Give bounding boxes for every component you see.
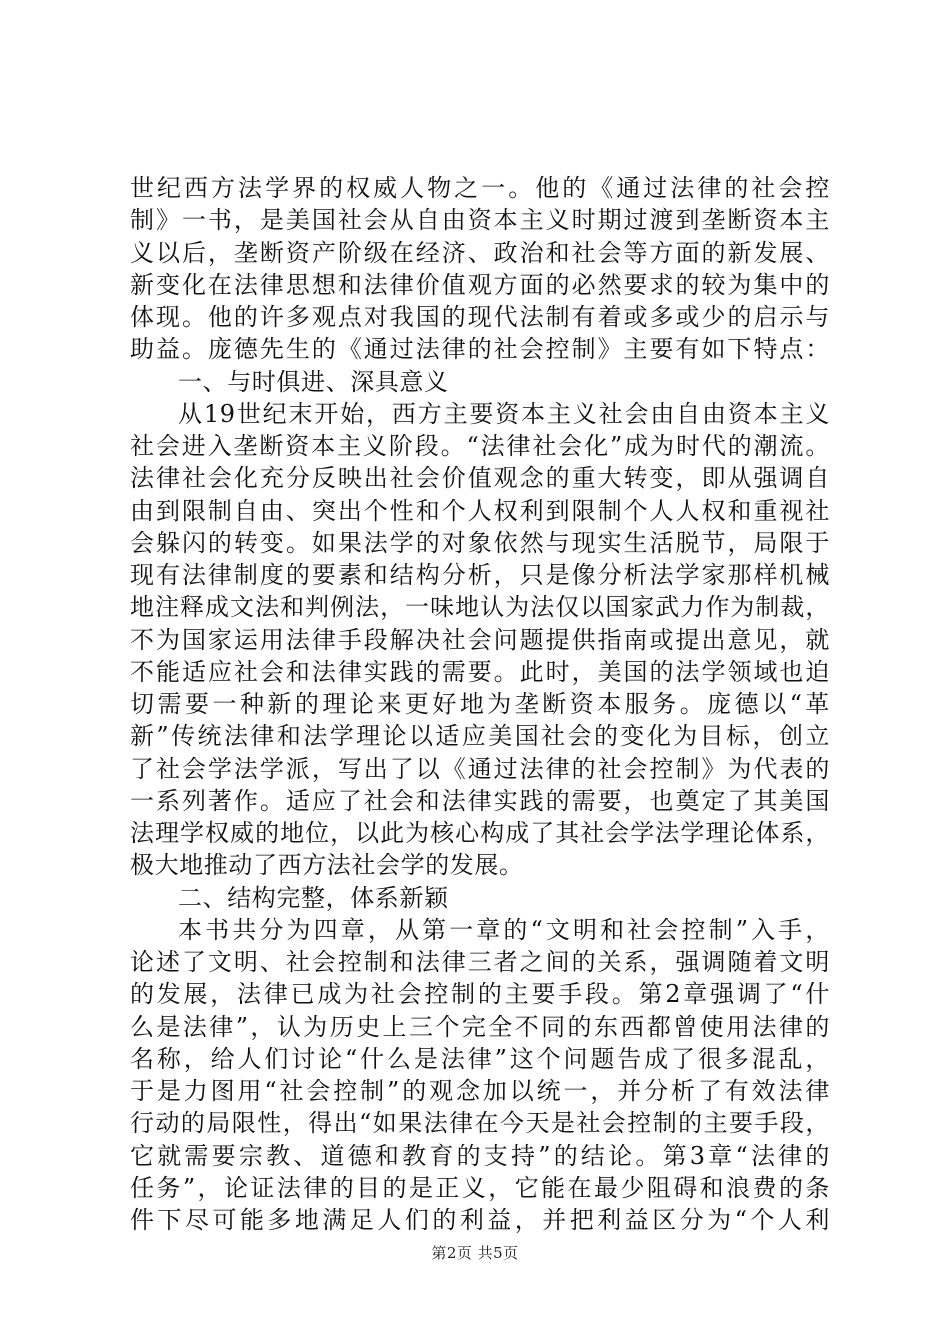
body-line: 助益。庞德先生的《通过法律的社会控制》主要有如下特点： xyxy=(130,335,830,364)
paragraph-last-line: 极大地推动了西方法社会学的发展。 xyxy=(130,851,524,880)
body-line: 切需要一种新的理论来更好地为垄断资本服务。庞德以“革 xyxy=(130,690,830,718)
body-line: 世纪西方法学界的权威人物之一。他的《通过法律的社会控 xyxy=(130,174,830,202)
body-line: 不为国家运用法律手段解决社会问题提供指南或提出意见，就 xyxy=(130,625,830,654)
paragraph-first-line: 从19世纪末开始，西方主要资本主义社会由自由资本主义 xyxy=(178,399,830,428)
body-line: 了社会学法学派，写出了以《通过法律的社会控制》为代表的 xyxy=(130,754,830,783)
body-line: 制》一书，是美国社会从自由资本主义时期过渡到垄断资本主 xyxy=(130,206,830,235)
body-line: 新”传统法律和法学理论以适应美国社会的变化为目标，创立 xyxy=(130,722,830,751)
body-line: 新变化在法律思想和法律价值观方面的必然要求的较为集中的 xyxy=(130,270,830,299)
body-line: 名称，给人们讨论“什么是法律”这个问题告成了很多混乱， xyxy=(130,1044,830,1073)
body-line: 体现。他的许多观点对我国的现代法制有着或多或少的启示与 xyxy=(130,303,830,331)
section-heading: 一、与时俱进、深具意义 xyxy=(178,367,449,396)
body-line: 件下尽可能多地满足人们的利益，并把利益区分为“个人利 xyxy=(130,1206,830,1234)
body-line: 一系列著作。适应了社会和法律实践的需要，也奠定了其美国 xyxy=(130,786,830,815)
body-line: 它就需要宗教、道德和教育的支持”的结论。第3章“法律的 xyxy=(130,1141,830,1170)
body-line: 任务”，论证法律的目的是正义，它能在最少阻碍和浪费的条 xyxy=(130,1173,830,1202)
body-line: 法理学权威的地位，以此为核心构成了其社会学法学理论体系， xyxy=(130,819,830,847)
body-line: 社会进入垄断资本主义阶段。“法律社会化”成为时代的潮流。 xyxy=(130,432,830,460)
body-line: 不能适应社会和法律实践的需要。此时，美国的法学领域也迫 xyxy=(130,657,830,686)
body-line: 的发展，法律已成为社会控制的主要手段。第2章强调了“什 xyxy=(130,980,830,1009)
body-line: 会躲闪的转变。如果法学的对象依然与现实生活脱节，局限于 xyxy=(130,528,830,557)
body-line: 由到限制自由、突出个性和个人权利到限制个人人权和重视社 xyxy=(130,496,830,525)
page-number-footer: 第2页 共5页 xyxy=(431,1244,519,1262)
body-line: 么是法律”，认为历史上三个完全不同的东西都曾使用法律的 xyxy=(130,1012,830,1041)
paragraph-first-line: 本书共分为四章，从第一章的“文明和社会控制”入手， xyxy=(178,915,830,944)
body-line: 义以后，垄断资产阶级在经济、政治和社会等方面的新发展、 xyxy=(130,238,830,267)
document-body xyxy=(130,172,830,1236)
body-line: 于是力图用“社会控制”的观念加以统一，并分析了有效法律 xyxy=(130,1077,830,1105)
body-line: 地注释成文法和判例法，一味地认为法仅以国家武力作为制裁， xyxy=(130,593,830,622)
body-line: 法律社会化充分反映出社会价值观念的重大转变，即从强调自 xyxy=(130,464,830,493)
section-heading: 二、结构完整，体系新颖 xyxy=(178,883,449,912)
body-line: 论述了文明、社会控制和法律三者之间的关系，强调随着文明 xyxy=(130,948,830,976)
body-line: 现有法律制度的要素和结构分析，只是像分析法学家那样机械 xyxy=(130,561,830,589)
body-line: 行动的局限性，得出“如果法律在今天是社会控制的主要手段， xyxy=(130,1109,830,1138)
